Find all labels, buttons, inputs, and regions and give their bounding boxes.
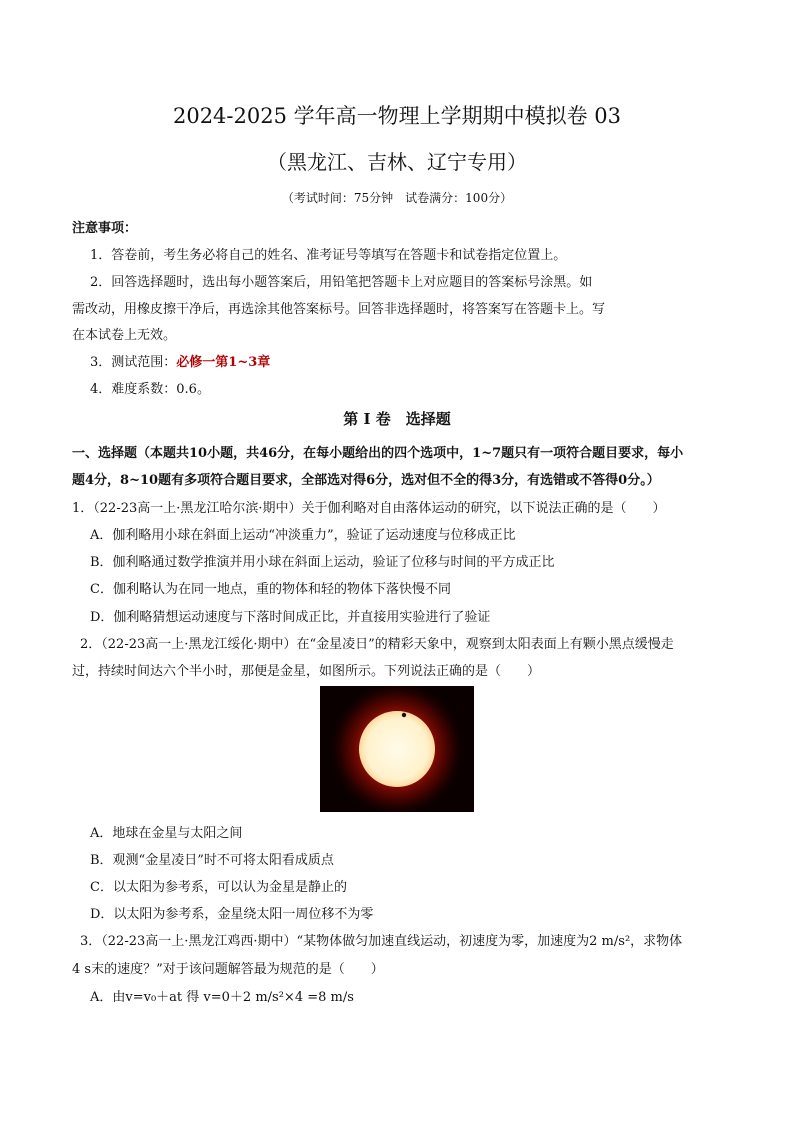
q2-option-d: D．以太阳为参考系，金星绕太阳一周位移不为零 xyxy=(90,907,374,922)
q2-option-c: C．以太阳为参考系，可以认为金星是静止的 xyxy=(90,880,347,895)
exam-subtitle: （黑龙江、吉林、辽宁专用） xyxy=(267,150,527,174)
q1-stem: 1．（22-23高一上·黑龙江哈尔滨·期中）关于伽利略对自由落体运动的研究，以下说法正确的是（ ） xyxy=(72,501,666,516)
q2-option-a: A．地球在金星与太阳之间 xyxy=(90,826,243,841)
q2-option-b: B．观测“金星凌日”时不可将太阳看成质点 xyxy=(90,853,334,868)
venus-transit-image xyxy=(320,686,474,812)
venus-dot-icon xyxy=(402,713,406,717)
q1-option-a: A．伽利略用小球在斜面上运动“冲淡重力”，验证了运动速度与位移成正比 xyxy=(90,528,516,543)
section-instructions-line-2: 题4分，8~10题有多项符合题目要求，全部选对得6分，选对但不全的得3分，有选错或不答得0分。） xyxy=(72,473,660,488)
exam-info: （考试时间：75分钟 试卷满分：100分） xyxy=(281,191,513,205)
q3-stem-line-2: 4 s末的速度？”对于该问题解答最为规范的是（ ） xyxy=(72,962,384,977)
test-scope: 必修一第1~3章 xyxy=(176,355,271,370)
q1-option-b: B．伽利略通过数学推演并用小球在斜面上运动，验证了位移与时间的平方成正比 xyxy=(90,555,555,570)
notes-item-3 xyxy=(90,351,270,370)
notes-item-4: 4．难度系数：0.6。 xyxy=(90,382,210,397)
notes-item-2-line-3: 在本试卷上无效。 xyxy=(72,328,177,343)
notes-heading: 注意事项： xyxy=(72,221,138,236)
exam-title: 2024-2025 学年高一物理上学期期中模拟卷 03 xyxy=(172,104,622,128)
notes-item-2-line-2: 需改动，用橡皮擦干净后，再选涂其他答案标号。回答非选择题时，将答案写在答题卡上。写 xyxy=(72,302,606,317)
q2-stem-line-2: 过，持续时间达六个半小时，那便是金星，如图所示。下列说法正确的是（ ） xyxy=(72,664,541,679)
q3-stem-line-1: 3．（22-23高一上·黑龙江鸡西·期中）“某物体做匀加速直线运动，初速度为零，加速度为2 m/s²，求物体 xyxy=(80,934,683,949)
q1-option-c: C．伽利略认为在同一地点，重的物体和轻的物体下落快慢不同 xyxy=(90,582,451,597)
q1-option-d: D．伽利略猜想运动速度与下落时间成正比，并直接用实验进行了验证 xyxy=(90,610,491,625)
q2-stem-line-1: 2．（22-23高一上·黑龙江绥化·期中）在“金星凌日”的精彩天象中，观察到太阳表面上有颗小黑点缓慢走 xyxy=(80,637,674,652)
notes-item-2-line-1: 2．回答选择题时，选出每小题答案后，用铅笔把答题卡上对应题目的答案标号涂黑。如 xyxy=(90,275,593,290)
q3-option-a: A．由v=v₀＋at 得 v=0＋2 m/s²×4 =8 m/s xyxy=(90,990,354,1005)
notes-item-3-prefix: 3．测试范围： xyxy=(90,355,177,370)
venus-transit-figure xyxy=(320,686,474,812)
sun-icon xyxy=(359,711,435,787)
section-title: 第 I 卷 选择题 xyxy=(343,410,451,428)
notes-item-1: 1．答卷前，考生务必将自己的姓名、准考证号等填写在答题卡和试卷指定位置上。 xyxy=(90,248,567,263)
section-instructions-line-1: 一、选择题（本题共10小题，共46分，在每小题给出的四个选项中，1~7题只有一项符合题目要求，每小 xyxy=(72,446,684,461)
